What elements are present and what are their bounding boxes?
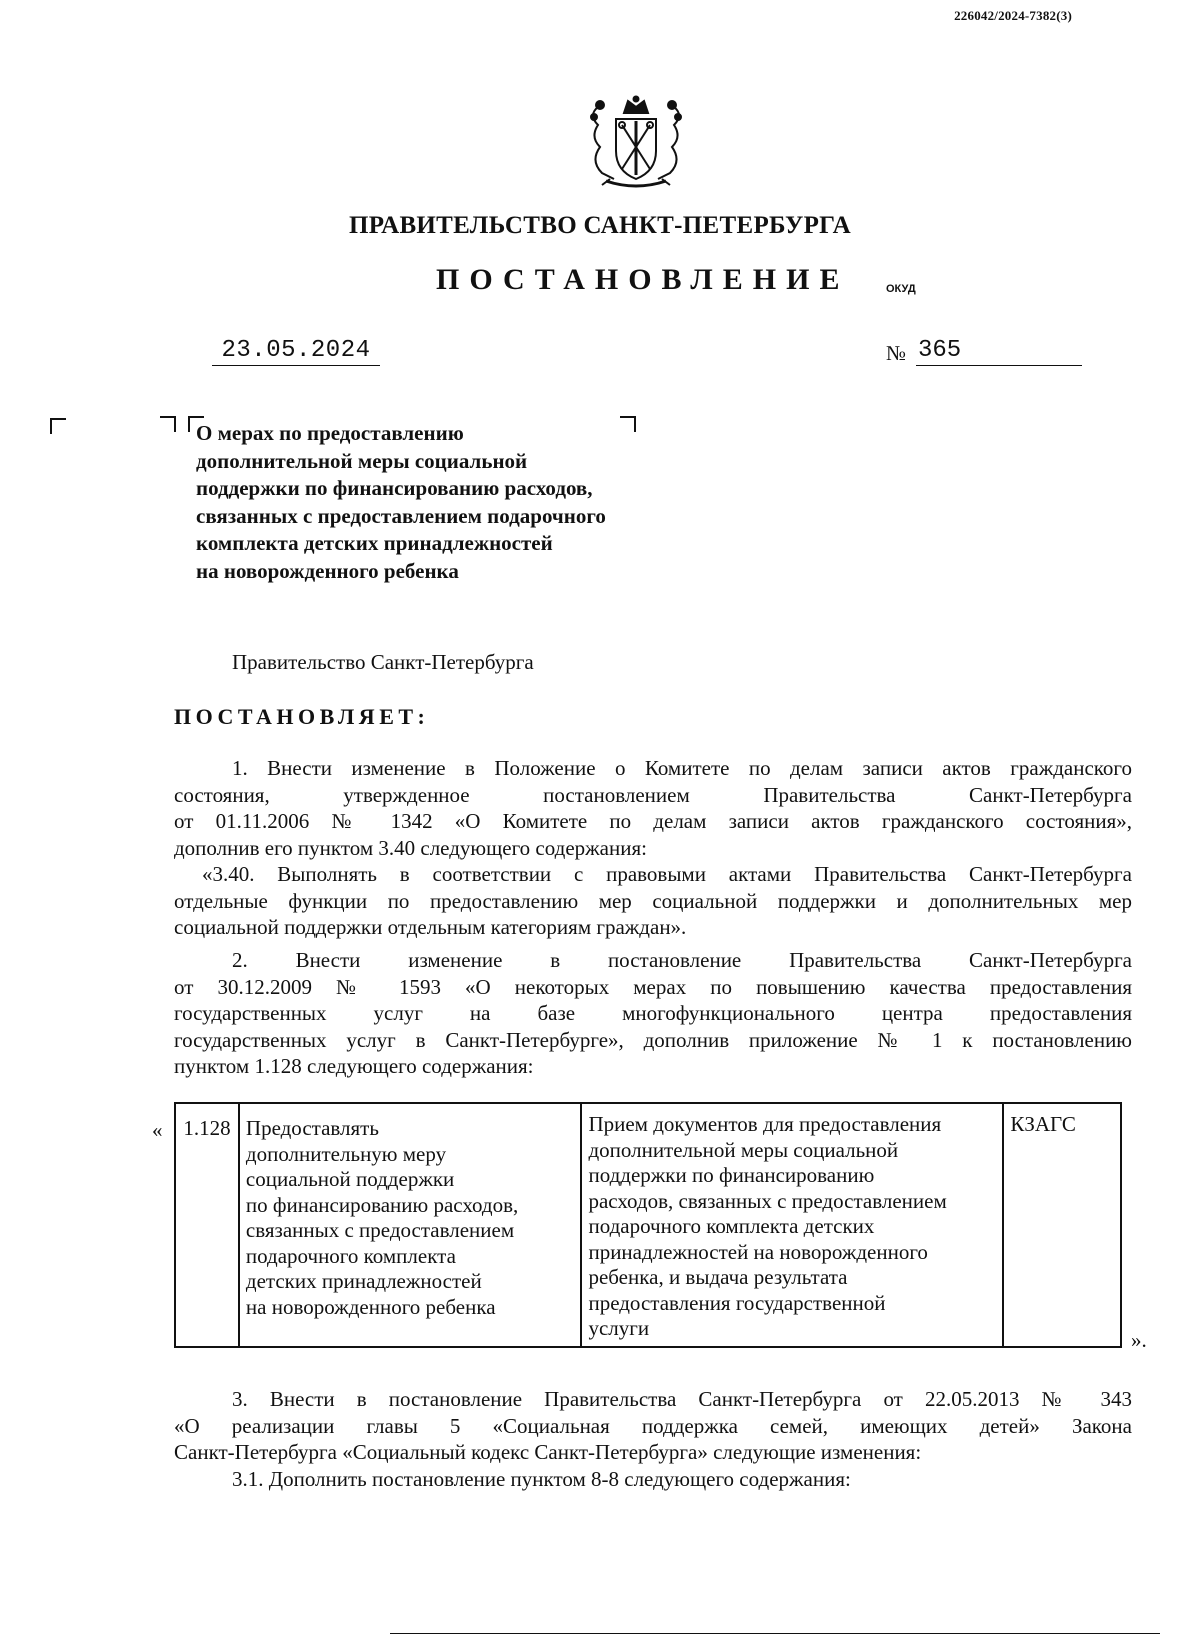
cell-line: по финансированию расходов, <box>245 1192 519 1217</box>
coat-of-arms-icon <box>584 95 688 191</box>
cell-line: детских принадлежностей <box>245 1269 482 1293</box>
cell-line: подарочного комплекта детских <box>588 1214 875 1238</box>
cell-line: на новорожденного ребенка <box>245 1294 496 1319</box>
subject-line: связанных с предоставлением подарочного <box>196 503 606 528</box>
paragraph-3 <box>174 1386 1132 1492</box>
cell-line: социальной поддержки <box>245 1167 455 1191</box>
cell-item-number: 1.128 <box>175 1103 239 1347</box>
intro-line: Правительство Санкт-Петербурга <box>232 650 534 674</box>
resolves-heading: ПОСТАНОВЛЯЕТ: <box>174 704 430 729</box>
bottom-rule <box>390 1633 1160 1634</box>
cell-line: дополнительную меру <box>245 1141 447 1166</box>
paragraph-line: 1. Внести изменение в Положение о Комитете по делам записи актов гражданского <box>232 756 1132 780</box>
paragraph-line: дополнив его пунктом 3.40 следующего содержания: <box>174 835 647 860</box>
corner-mark-left <box>50 418 66 434</box>
paragraph-line: от 30.12.2009 № 1593 «О некоторых мерах по повышению качества предоставления <box>174 974 1132 999</box>
service-table <box>174 1102 1122 1348</box>
cell-line: принадлежностей на новорожденного <box>588 1239 928 1264</box>
act-type-title: ПОСТАНОВЛЕНИЕ <box>436 263 850 296</box>
subject-line: дополнительной меры социальной <box>196 448 528 473</box>
cell-line: Прием документов для предоставления <box>588 1112 942 1136</box>
paragraph-line: 3.1. Дополнить постановление пунктом 8-8 следующего содержания: <box>232 1466 851 1491</box>
paragraph-line: 2. Внести изменение в постановление Правительства Санкт-Петербурга <box>232 948 1132 972</box>
government-title: ПРАВИТЕЛЬСТВО САНКТ-ПЕТЕРБУРГА <box>348 212 852 239</box>
cell-line: Предоставлять <box>245 1116 379 1140</box>
cell-line: расходов, связанных с предоставлением <box>588 1188 947 1213</box>
cell-line: связанных с предоставлением <box>245 1218 515 1242</box>
cell-line: услуги <box>588 1316 650 1340</box>
paragraph-line: 3. Внести в постановление Правительства Санкт-Петербурга от 22.05.2013 № 343 <box>232 1387 1132 1411</box>
corner-mark-subject-start <box>160 416 176 432</box>
cell-line: предоставления государственной <box>588 1290 886 1315</box>
paragraph-line: отдельные функции по предоставлению мер социальной поддержки и дополнительных мер <box>174 888 1132 913</box>
subject-line: комплекта детских принадлежностей <box>196 531 553 555</box>
table-open-quote: « <box>152 1118 163 1142</box>
cell-line: подарочного комплекта <box>245 1243 456 1268</box>
cell-line: ребенка, и выдача результата <box>588 1265 848 1289</box>
paragraph-line: «3.40. Выполнять в соответствии с правовыми актами Правительства Санкт-Петербурга <box>202 862 1132 886</box>
cell-line: поддержки по финансированию <box>588 1163 875 1187</box>
subject-line: на новорожденного ребенка <box>196 558 459 583</box>
subject-line: поддержки по финансированию расходов, <box>196 476 593 500</box>
cell-service <box>239 1103 582 1347</box>
paragraph-line: состояния, утвержденное постановлением Правительства Санкт-Петербурга <box>174 782 1132 807</box>
number-label: № <box>886 341 907 365</box>
document-subject <box>196 420 716 585</box>
okud-label: ОКУД <box>886 283 916 295</box>
subject-line: О мерах по предоставлению <box>196 421 464 445</box>
table-row <box>175 1103 1121 1347</box>
paragraph-1 <box>174 755 1132 941</box>
paragraph-line: государственных услуг на базе многофункционального центра предоставления <box>174 1001 1132 1025</box>
paragraph-line: социальной поддержки отдельным категориям граждан». <box>174 915 687 939</box>
paragraph-line: «О реализации главы 5 «Социальная поддержка семей, имеющих детей» Закона <box>174 1413 1132 1438</box>
document-number: 226042/2024-7382(3) <box>954 8 1072 23</box>
cell-action <box>581 1103 1003 1347</box>
paragraph-line: Санкт-Петербурга «Социальный кодекс Санкт-Петербурга» следующие изменения: <box>174 1440 922 1464</box>
paragraph-line: государственных услуг в Санкт-Петербурге», дополнив приложение № 1 к постановлению <box>174 1027 1132 1052</box>
paragraph-2 <box>174 947 1132 1080</box>
paragraph-line: пунктом 1.128 следующего содержания: <box>174 1054 534 1078</box>
document-date: 23.05.2024 <box>212 337 380 366</box>
cell-authority: КЗАГС <box>1003 1103 1121 1347</box>
table-close-quote: ». <box>1131 1328 1147 1352</box>
cell-line: дополнительной меры социальной <box>588 1137 899 1162</box>
document-number-field: 365 <box>916 337 1082 366</box>
paragraph-line: от 01.11.2006 № 1342 «О Комитете по делам записи актов гражданского состояния», <box>174 809 1132 833</box>
